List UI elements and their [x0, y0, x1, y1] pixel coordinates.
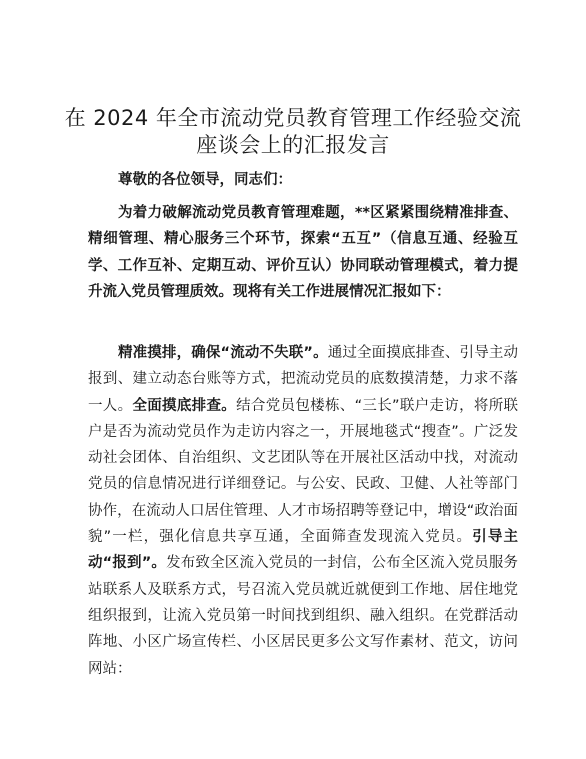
section-heading-precise-survey: 精准摸排，确保“流动不失联”。 — [118, 345, 328, 361]
greeting: 尊敬的各位领导，同志们： — [118, 172, 292, 188]
body-paragraph — [88, 340, 518, 682]
subheading-full-survey: 全面摸底排查。 — [132, 397, 237, 414]
intro-text: 为着力破解流动党员教育管理难题，**区紧紧围绕精准排查、精细管理、精心服务三个环节，探索“五互”（信息互通、经验互学、工作互补、定期互动、评价互认）协同联动管理模式，着力提升流入党员管理质效。现将有关工作进展情况汇报如下： — [88, 205, 518, 300]
intro-paragraph — [88, 200, 518, 305]
subheading-guide-report: 引导主动“报到”。 — [88, 529, 518, 572]
document-title-line-1: 在 2024 年全市流动党员教育管理工作经验交流 — [64, 106, 522, 130]
document-title-line-2: 座谈会上的汇报发言 — [196, 133, 390, 157]
body-text-1: 通过全面摸底排查、引导主动报到、建立动态台账等方式，把流动党员的底数摸清楚，力求不落一人。 — [88, 345, 518, 414]
body-text-2: 结合党员包楼栋、“三长”联户走访，将所联户是否为流动党员作为走访内容之一，开展地毯式“搜查”。广泛发动社会团体、自治组织、文艺团队等在开展社区活动中找，对流动党员的信息情况进行详细登记。与公安、民政、卫健、人社等部门协作，在流动人口居住管理、人才市场招聘等登记中，增设“政治面貌”一栏，强化信息共享互通，全面筛查发现流入党员。 — [88, 397, 519, 546]
body-text-3: 发布致全区流入党员的一封信，公布全区流入党员服务站联系人及联系方式，号召流入党员就近就便到工作地、居住地党组织报到，让流入党员第一时间找到组织、融入组织。在党群活动阵地、小区广场宣传栏、小区居民更多公文写作素材、范文，访问网站： — [88, 555, 519, 677]
